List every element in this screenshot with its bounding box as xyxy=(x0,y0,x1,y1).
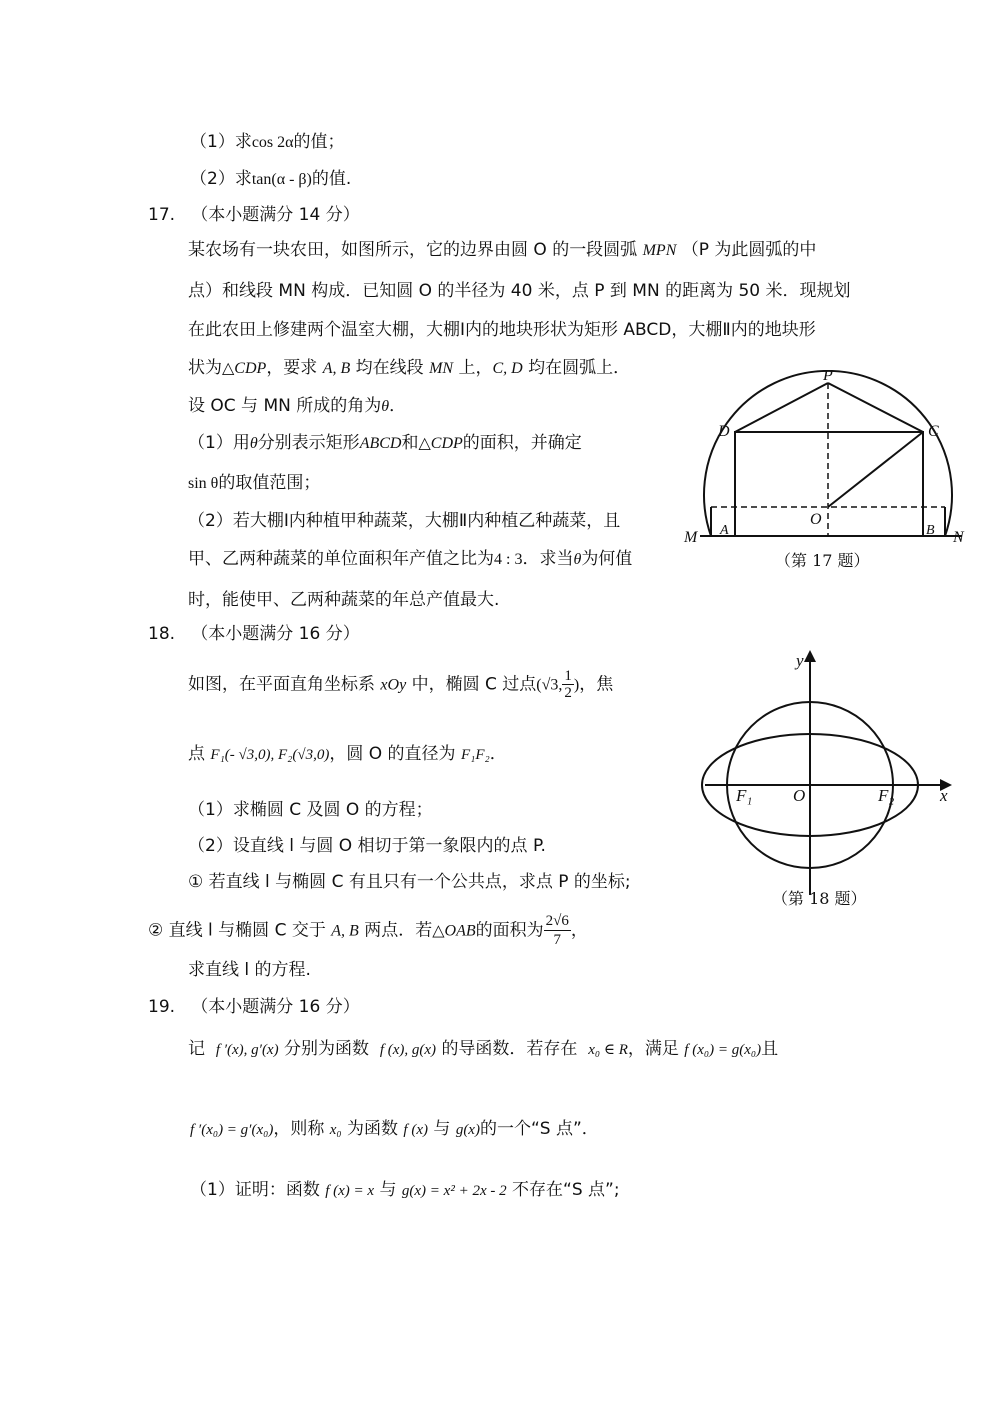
q18-part2: （2）设直线 l 与圆 O 相切于第一象限内的点 P. xyxy=(188,836,546,856)
fig17-rect-abcd xyxy=(735,432,923,536)
fig17-label-n: N xyxy=(953,529,964,546)
q17-line-c: 在此农田上修建两个温室大棚，大棚Ⅰ内的地块形状为矩形 ABCD，大棚Ⅱ内的地块形 xyxy=(188,320,816,340)
q19-line-a: 记 f ′(x), g′(x) 分别为函数 f (x), g(x) 的导函数．若存在 x₀ ∈ R，满足 f (x₀) = g(x₀)且 xyxy=(188,1039,779,1059)
fig17-caption: （第 17 题） xyxy=(775,551,870,570)
q18-part2-i: ① 若直线 l 与椭圆 C 有且只有一个公共点，求点 P 的坐标; xyxy=(188,872,631,892)
fig17-label-d: D xyxy=(718,423,730,440)
fig17-oc xyxy=(828,432,923,507)
q18-header: 18. （本小题满分 16 分） xyxy=(148,624,360,644)
q17-header: 17. （本小题满分 14 分） xyxy=(148,205,360,225)
fig17-label-c: C xyxy=(928,423,939,440)
q17-part1-cont: sin θ的取值范围； xyxy=(188,473,321,493)
fig18-caption: （第 18 题） xyxy=(772,889,867,908)
q17-part2: （2）若大棚Ⅰ内种植甲种蔬菜，大棚Ⅱ内种植乙种蔬菜，且 xyxy=(188,511,621,531)
q18-line-a: 如图，在平面直角坐标系 xOy 中，椭圆 C 过点(√3, $\frac{1}{2}$ )，焦 xyxy=(188,668,614,701)
fig17-label-b: B xyxy=(926,523,935,538)
q18-part2-ii-end: 求直线 l 的方程. xyxy=(188,960,311,980)
q17-part2-cont: 甲、乙两种蔬菜的单位面积年产值之比为4 : 3．求当θ为何值 xyxy=(188,549,633,569)
q18-line-b: 点 F₁(- √3,0), F₂(√3,0)，圆 O 的直径为 F₁F₂． xyxy=(188,744,507,764)
q19-header: 19. （本小题满分 16 分） xyxy=(148,997,360,1017)
q17-line-b: 点）和线段 MN 构成．已知圆 O 的半径为 40 米，点 P 到 MN 的距离为 50 米．现规划 xyxy=(188,281,851,301)
figure-18 xyxy=(700,650,970,915)
q16-part2: （2）求tan(α - β)的值. xyxy=(190,169,352,189)
q19-line-b: f ′(x₀) = g′(x₀)，则称 x₀ 为函数 f (x) 与 g(x)的一个“S 点”． xyxy=(190,1119,599,1139)
q16-part1: （1）求cos 2α的值； xyxy=(190,132,345,152)
q18-part1: （1）求椭圆 C 及圆 O 的方程； xyxy=(188,800,433,820)
q17-line-d: 状为△CDP，要求 A, B 均在线段 MN 上，C, D 均在圆弧上． xyxy=(188,358,631,378)
q17-line-a: 某农场有一块农田，如图所示，它的边界由圆 O 的一段圆弧 MPN （P 为此圆弧的中 xyxy=(188,240,817,260)
fig18-label-y: y xyxy=(796,651,804,670)
q17-line-e: 设 OC 与 MN 所成的角为θ． xyxy=(188,396,407,416)
fig17-side-cp xyxy=(828,383,923,432)
fig17-label-p: P xyxy=(823,370,833,384)
fig17-label-m: M xyxy=(684,529,698,546)
q19-part1: （1）证明：函数 f (x) = x 与 g(x) = x² + 2x - 2 不存在“S 点”; xyxy=(190,1180,620,1200)
fig18-label-x: x xyxy=(940,786,948,805)
figure-17 xyxy=(680,370,980,580)
q18-part2-ii: ② 直线 l 与椭圆 C 交于 A, B 两点．若△OAB的面积为 $\frac{2√6}{7}$ ， xyxy=(148,913,588,948)
fig18-label-f1: F₁ xyxy=(736,786,753,805)
q17-part2-end: 时，能使甲、乙两种蔬菜的年总产值最大. xyxy=(188,590,500,610)
fig17-side-dp xyxy=(735,383,828,432)
q17-part1: （1）用θ分别表示矩形ABCD和△CDP的面积，并确定 xyxy=(188,433,582,453)
fig17-label-o: O xyxy=(810,511,822,528)
fig17-label-a: A xyxy=(720,523,729,538)
fig18-label-o: O xyxy=(793,786,806,805)
fig18-label-f2: F₂ xyxy=(878,786,895,805)
